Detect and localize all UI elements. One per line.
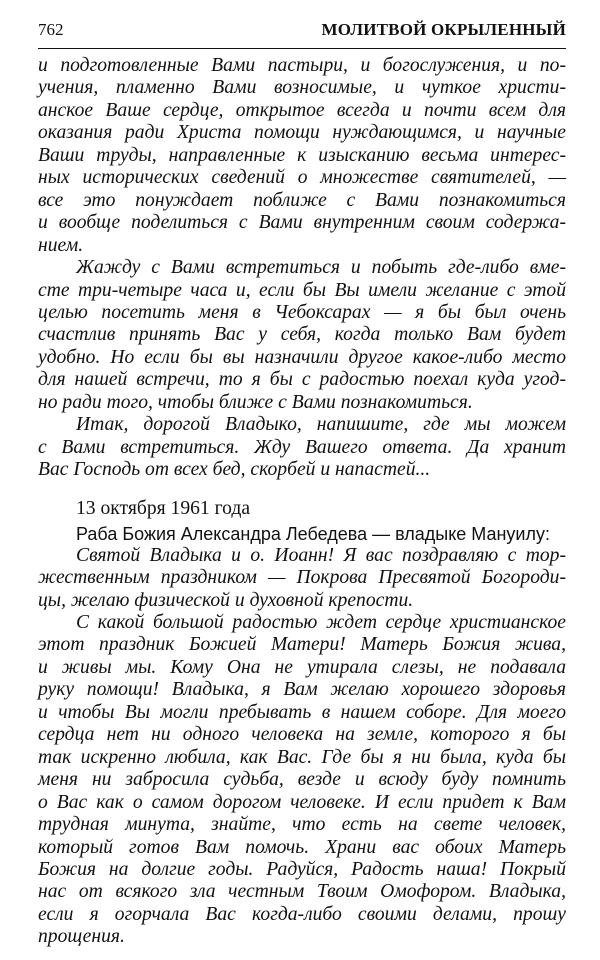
text-line: трудная минута, знайте, что есть на свете человек, [38,814,566,836]
text-line: удобно. Но если бы вы назначили другое какое-либо место [38,346,566,368]
text-line: Жажду с Вами встретиться и побыть где-либо вме- [76,257,566,279]
text-line: Ваши труды, направленные к изысканию весьма интерес- [38,144,566,166]
text-line: жественным праздником — Покрова Пресвятой Богороди- [38,567,566,589]
text-line: сте три-четыре часа и, если бы Вы имели желание с этой [38,279,566,301]
paragraph [38,545,566,612]
text-line: сердца нет ни одного человека на земле, которого я бы [38,724,566,746]
text-line: и чтобы Вы могли пребывать в нашем соборе. Для моего [38,701,566,723]
letter-address: Раба Божия Александра Лебедева — владыке Мануилу: [76,523,550,544]
paragraph [38,612,566,949]
text-line: целью посетить меня в Чебоксарах — я бы был очень [38,301,566,323]
text-line: и вообще поделиться с Вами внутренним своим содержа- [38,212,566,234]
text-line: счастлив принять Вас у себя, когда только Вам будет [38,324,566,346]
paragraph [38,257,566,414]
page-number: 762 [38,20,64,39]
text-line: и подготовленные Вами пастыри, и богослужения, и по- [38,55,566,76]
page-header [38,14,566,49]
running-title: МОЛИТВОЙ ОКРЫЛЕННЫЙ [321,20,566,39]
text-line: который готов Вам помочь. Храни вас обоих Матерь [38,836,566,858]
paragraph [38,414,566,481]
text-line: оказания ради Христа помощи нуждающимся, и научные [38,122,566,144]
letter-date: 13 октября 1961 года [76,497,251,519]
text-line: цы, желаю физической и духовной крепости. [38,589,414,611]
text-line: Святой Владыка и о. Иоанн! Я вас поздравляю с тор- [76,544,566,566]
text-line: С какой большой радостью ждет сердце христианское [76,611,566,633]
paragraph [38,55,566,257]
text-line: если я огорчала Вас когда-либо своими делами, прошу [38,903,566,925]
text-line: руку помощи! Владыка, я Вам желаю хорошего здоровья [38,679,566,701]
text-line: ных исторических сведений о множестве святителей, — [38,167,566,189]
text-line: этот праздник Божией Матери! Матерь Божия жива, [38,634,566,656]
text-line: с Вами встретиться. Жду Вашего ответа. Да хранит [38,436,566,458]
text-line: Итак, дорогой Владыко, напишите, где мы можем [76,414,566,436]
text-line: так искренно любила, как Вас. Где бы я ни была, куда бы [38,746,566,768]
text-line: учения, пламенно Вами возносимые, и чуткое христи- [38,77,566,99]
text-line: прощения. [38,926,125,948]
text-line: нас от всякого зла честным Твоим Омофором. Владыка, [38,881,566,903]
text-line: но ради того, чтобы ближе с Вами познакомиться. [38,391,473,413]
text-line: и живы мы. Кому Она не утирала слезы, не подавала [38,656,566,678]
text-line: для нашей встречи, то я бы с радостью поехал куда угод- [38,369,566,391]
text-line: Божия на долгие годы. Радуйся, Радость наша! Покрый [38,858,566,880]
text-line: меня ни забросила судьба, везде и всюду буду помнить [38,769,566,791]
text-line: о Вас как о самом дорогом человеке. И если придет к Вам [38,791,566,813]
text-line: все это понуждает поближе с Вами познакомиться [38,189,566,211]
page-body [38,55,566,949]
text-line: анское Ваше сердце, открытое всегда и почти всем для [38,99,566,121]
text-line: Вас Господь от всех бед, скорбей и напастей... [38,459,431,481]
text-line: нием. [38,234,84,256]
